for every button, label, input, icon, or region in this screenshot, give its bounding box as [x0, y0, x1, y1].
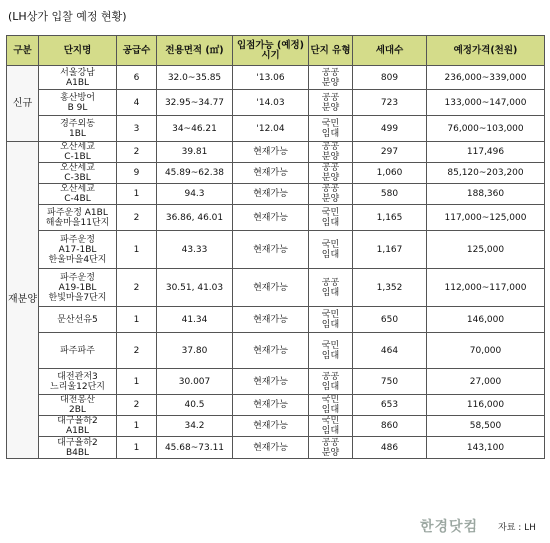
- complex-name-cell-line: C-4BL: [64, 194, 91, 204]
- timing-cell: 현재가능: [233, 395, 309, 416]
- complex-type-cell-line: 국민: [321, 239, 340, 250]
- complex-type-cell-line: 임대: [321, 426, 340, 436]
- complex-type-cell-line: 임대: [321, 405, 340, 415]
- timing-cell: 현재가능: [233, 205, 309, 231]
- supply-cell: 4: [117, 90, 157, 116]
- households-cell: 1,060: [353, 163, 427, 184]
- complex-name-cell-line: C-1BL: [64, 152, 91, 162]
- group-label: 신규: [7, 66, 39, 142]
- area-cell: 34~46.21: [157, 116, 233, 142]
- complex-type-cell-line: 임대: [321, 381, 340, 392]
- complex-name-cell: [39, 395, 117, 416]
- households-cell: 1,167: [353, 231, 427, 269]
- complex-name-cell-line: 대구율하2: [57, 416, 98, 426]
- complex-type-cell-line: 분양: [321, 447, 340, 458]
- table-row: [7, 90, 545, 116]
- complex-name-cell-line: C-3BL: [64, 173, 91, 183]
- complex-name-cell-line: 대전봉산: [60, 395, 95, 405]
- complex-name-cell: [39, 205, 117, 231]
- households-cell: 723: [353, 90, 427, 116]
- complex-type-cell: [309, 184, 353, 205]
- timing-cell: 현재가능: [233, 333, 309, 369]
- complex-type-cell-line: 임대: [321, 249, 340, 260]
- complex-type-cell: [309, 437, 353, 459]
- supply-cell: 6: [117, 66, 157, 90]
- complex-name-cell-line: 파주파주: [60, 345, 95, 356]
- price-cell: 76,000~103,000: [427, 116, 545, 142]
- complex-type-cell-line: 분양: [321, 102, 340, 113]
- complex-name-cell: [39, 90, 117, 116]
- complex-type-cell-line: 국민: [321, 118, 340, 129]
- complex-name-cell: [39, 142, 117, 163]
- header-row: [7, 36, 545, 66]
- complex-name-cell: [39, 416, 117, 437]
- households-cell: 750: [353, 369, 427, 395]
- header-supply: 공급수: [117, 36, 157, 66]
- complex-type-cell: [309, 90, 353, 116]
- timing-cell: 현재가능: [233, 269, 309, 307]
- complex-name-cell-line: 경주외동: [60, 118, 95, 129]
- households-cell: 809: [353, 66, 427, 90]
- price-cell: 117,496: [427, 142, 545, 163]
- complex-type-cell-line: 공공: [321, 142, 340, 152]
- complex-name-cell-line: 서울강남: [60, 67, 95, 78]
- complex-type-cell-line: 국민: [321, 340, 340, 351]
- complex-type-cell: [309, 269, 353, 307]
- complex-name-cell-line: 대전관저3: [57, 371, 98, 382]
- table-row: [7, 163, 545, 184]
- complex-type-cell: [309, 333, 353, 369]
- complex-name-cell: [39, 184, 117, 205]
- complex-name-cell-line: 오산세교: [60, 184, 95, 194]
- area-cell: 30.007: [157, 369, 233, 395]
- complex-name-cell: [39, 116, 117, 142]
- price-cell: 188,360: [427, 184, 545, 205]
- price-cell: 133,000~147,000: [427, 90, 545, 116]
- price-cell: 117,000~125,000: [427, 205, 545, 231]
- complex-name-cell-line: 한울마을4단지: [48, 254, 107, 265]
- complex-name-cell-line: 오산세교: [60, 163, 95, 173]
- timing-cell: 현재가능: [233, 142, 309, 163]
- supply-cell: 1: [117, 184, 157, 205]
- complex-name-cell-line: A1BL: [65, 77, 90, 88]
- complex-name-cell-line: 느리울12단지: [50, 381, 105, 392]
- table-row: [7, 369, 545, 395]
- price-cell: 85,120~203,200: [427, 163, 545, 184]
- supply-cell: 1: [117, 369, 157, 395]
- complex-type-cell: [309, 205, 353, 231]
- complex-name-cell-line: 해솔마을11단지: [45, 217, 110, 228]
- complex-name-cell: [39, 437, 117, 459]
- supply-cell: 1: [117, 307, 157, 333]
- supply-cell: 3: [117, 116, 157, 142]
- households-cell: 860: [353, 416, 427, 437]
- supply-cell: 1: [117, 437, 157, 459]
- area-cell: 45.89~62.38: [157, 163, 233, 184]
- households-cell: 486: [353, 437, 427, 459]
- complex-type-cell-line: 공공: [321, 67, 340, 78]
- area-cell: 30.51, 41.03: [157, 269, 233, 307]
- price-cell: 58,500: [427, 416, 545, 437]
- header-type: 단지 유형: [309, 36, 353, 66]
- area-cell: 32.95~34.77: [157, 90, 233, 116]
- area-cell: 41.34: [157, 307, 233, 333]
- area-cell: 45.68~73.11: [157, 437, 233, 459]
- header-households: 세대수: [353, 36, 427, 66]
- complex-name-cell: [39, 231, 117, 269]
- price-cell: 125,000: [427, 231, 545, 269]
- households-cell: 499: [353, 116, 427, 142]
- complex-type-cell: [309, 66, 353, 90]
- area-cell: 94.3: [157, 184, 233, 205]
- complex-type-cell-line: 임대: [321, 350, 340, 361]
- price-cell: 146,000: [427, 307, 545, 333]
- area-cell: 32.0~35.85: [157, 66, 233, 90]
- table-row: [7, 416, 545, 437]
- table-row: [7, 269, 545, 307]
- complex-name-cell-line: 2BL: [69, 405, 86, 415]
- supply-cell: 2: [117, 333, 157, 369]
- timing-cell: '13.06: [233, 66, 309, 90]
- bid-schedule-table: [6, 35, 545, 459]
- households-cell: 1,165: [353, 205, 427, 231]
- header-complex: 단지명: [39, 36, 117, 66]
- timing-cell: 현재가능: [233, 184, 309, 205]
- table-row: [7, 142, 545, 163]
- households-cell: 580: [353, 184, 427, 205]
- area-cell: 34.2: [157, 416, 233, 437]
- complex-name-cell-line: 오산세교: [60, 142, 95, 152]
- timing-cell: '14.03: [233, 90, 309, 116]
- complex-type-cell-line: 공공: [321, 277, 340, 288]
- households-cell: 297: [353, 142, 427, 163]
- complex-type-cell-line: 국민: [321, 309, 340, 320]
- complex-name-cell-line: 홍산방어: [60, 92, 95, 103]
- table-body: [7, 66, 545, 459]
- header-category: 구분: [7, 36, 39, 66]
- complex-type-cell-line: 공공: [321, 437, 340, 448]
- complex-type-cell-line: 임대: [321, 128, 340, 139]
- complex-name-cell-line: A17-1BL: [58, 244, 97, 255]
- table-row: [7, 205, 545, 231]
- supply-cell: 2: [117, 142, 157, 163]
- complex-type-cell-line: 임대: [321, 319, 340, 330]
- complex-type-cell-line: 임대: [321, 217, 340, 228]
- complex-name-cell-line: A19-1BL: [58, 282, 97, 293]
- supply-cell: 9: [117, 163, 157, 184]
- complex-type-cell: [309, 416, 353, 437]
- timing-cell: 현재가능: [233, 231, 309, 269]
- header-area: 전용면적 (㎡): [157, 36, 233, 66]
- complex-type-cell: [309, 116, 353, 142]
- table-row: [7, 437, 545, 459]
- complex-type-cell-line: 분양: [321, 194, 340, 204]
- complex-type-cell: [309, 163, 353, 184]
- complex-type-cell: [309, 307, 353, 333]
- households-cell: 1,352: [353, 269, 427, 307]
- timing-cell: 현재가능: [233, 307, 309, 333]
- complex-type-cell-line: 공공: [321, 184, 340, 194]
- watermark: 한경닷컴: [420, 519, 479, 535]
- supply-cell: 2: [117, 395, 157, 416]
- complex-name-cell-line: B4BL: [65, 447, 90, 458]
- supply-cell: 1: [117, 231, 157, 269]
- households-cell: 650: [353, 307, 427, 333]
- table-row: [7, 66, 545, 90]
- timing-cell: 현재가능: [233, 437, 309, 459]
- complex-type-cell: [309, 142, 353, 163]
- complex-type-cell-line: 공공: [321, 163, 340, 173]
- price-cell: 27,000: [427, 369, 545, 395]
- timing-cell: 현재가능: [233, 369, 309, 395]
- complex-type-cell: [309, 369, 353, 395]
- complex-type-cell-line: 국민: [321, 207, 340, 218]
- price-cell: 70,000: [427, 333, 545, 369]
- complex-type-cell: [309, 231, 353, 269]
- table-row: [7, 116, 545, 142]
- complex-name-cell-line: 문산선유5: [57, 314, 98, 325]
- area-cell: 43.33: [157, 231, 233, 269]
- header-price: 예정가격(천원): [427, 36, 545, 66]
- timing-cell: 현재가능: [233, 163, 309, 184]
- complex-name-cell: [39, 66, 117, 90]
- supply-cell: 1: [117, 416, 157, 437]
- complex-name-cell-line: 파주운정: [60, 234, 95, 245]
- complex-name-cell-line: B 9L: [67, 102, 88, 113]
- price-cell: 116,000: [427, 395, 545, 416]
- complex-type-cell-line: 분양: [321, 77, 340, 88]
- complex-name-cell-line: 파주운정 A1BL: [47, 207, 108, 218]
- households-cell: 464: [353, 333, 427, 369]
- complex-name-cell: [39, 333, 117, 369]
- area-cell: 39.81: [157, 142, 233, 163]
- document-title: (LH상가 입찰 예정 현황): [8, 10, 127, 23]
- complex-name-cell-line: 대구율하2: [57, 437, 98, 448]
- complex-name-cell: [39, 269, 117, 307]
- table-row: [7, 333, 545, 369]
- complex-name-cell: [39, 369, 117, 395]
- complex-type-cell-line: 국민: [321, 416, 340, 426]
- table-row: [7, 231, 545, 269]
- complex-type-cell-line: 국민: [321, 395, 340, 405]
- area-cell: 36.86, 46.01: [157, 205, 233, 231]
- table-row: [7, 395, 545, 416]
- table-row: [7, 184, 545, 205]
- source-note: 자료 : LH: [498, 523, 536, 533]
- complex-type-cell-line: 임대: [321, 287, 340, 298]
- price-cell: 143,100: [427, 437, 545, 459]
- price-cell: 112,000~117,000: [427, 269, 545, 307]
- timing-cell: 현재가능: [233, 416, 309, 437]
- supply-cell: 2: [117, 205, 157, 231]
- complex-name-cell: [39, 163, 117, 184]
- complex-name-cell-line: 파주운정: [60, 272, 95, 283]
- header-timing: 입점가능 (예정)시기: [233, 36, 309, 66]
- households-cell: 653: [353, 395, 427, 416]
- complex-type-cell-line: 공공: [321, 371, 340, 382]
- group-label: 재분양: [7, 142, 39, 459]
- complex-name-cell-line: 한빛마을7단지: [48, 292, 107, 303]
- area-cell: 40.5: [157, 395, 233, 416]
- area-cell: 37.80: [157, 333, 233, 369]
- table-row: [7, 307, 545, 333]
- complex-type-cell-line: 분양: [321, 152, 340, 162]
- complex-type-cell-line: 분양: [321, 173, 340, 183]
- complex-name-cell-line: 1BL: [69, 128, 86, 139]
- complex-name-cell-line: A1BL: [65, 426, 90, 436]
- timing-cell: '12.04: [233, 116, 309, 142]
- price-cell: 236,000~339,000: [427, 66, 545, 90]
- complex-type-cell-line: 공공: [321, 92, 340, 103]
- complex-type-cell: [309, 395, 353, 416]
- complex-name-cell: [39, 307, 117, 333]
- supply-cell: 2: [117, 269, 157, 307]
